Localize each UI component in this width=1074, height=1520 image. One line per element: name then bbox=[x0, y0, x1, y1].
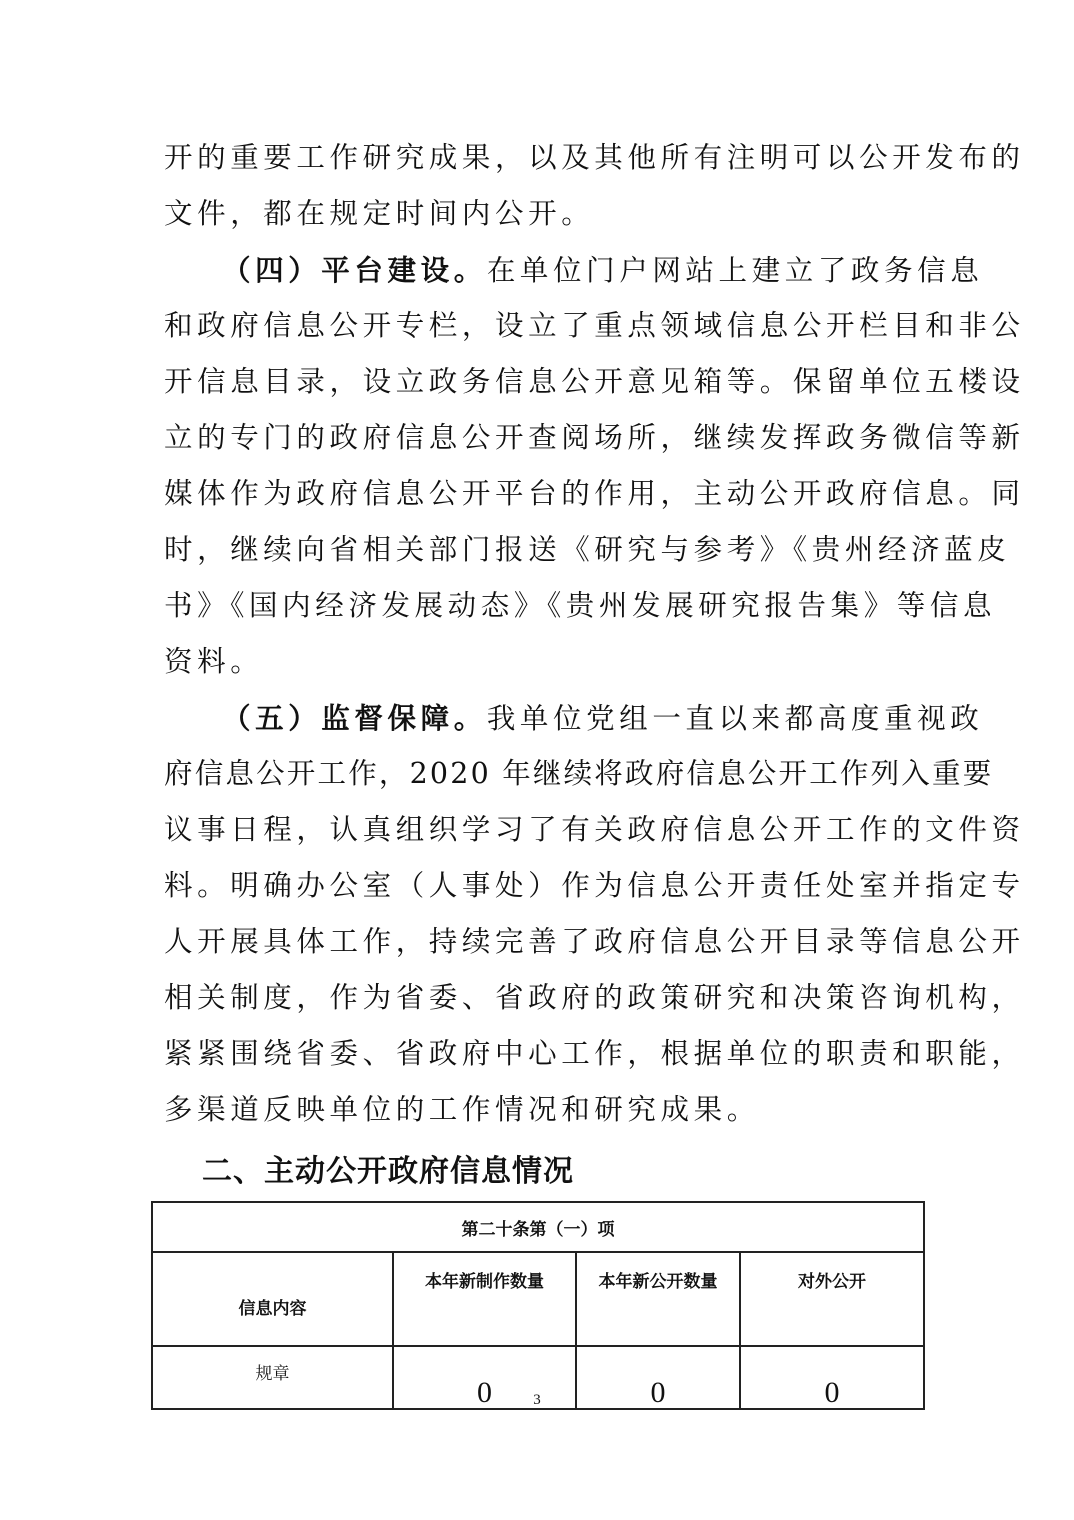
header-new-published: 本年新公开数量 bbox=[576, 1252, 740, 1346]
row-external-value: 0 bbox=[740, 1346, 924, 1409]
paragraph-line: 相关制度，作为省委、省政府的政策研究和决策咨询机构， bbox=[164, 981, 1025, 1014]
paragraph-line: 书》《国内经济发展动态》《贵州发展研究报告集》等信息 bbox=[164, 589, 997, 622]
table-header-row bbox=[152, 1252, 924, 1346]
paragraph-text: 在单位门户网站上建立了政务信息 bbox=[486, 254, 984, 287]
paragraph-first-line bbox=[222, 698, 984, 738]
paragraph-text: 我单位党组一直以来都高度重视政 bbox=[486, 702, 984, 735]
paragraph-line: 资料。 bbox=[164, 645, 264, 678]
paragraph-line: 多渠道反映单位的工作情况和研究成果。 bbox=[164, 1093, 760, 1126]
paragraph-first-line bbox=[222, 250, 984, 290]
header-new-made: 本年新制作数量 bbox=[393, 1252, 576, 1346]
row-made-value: 0 bbox=[393, 1346, 576, 1409]
paragraph-line: 人开展具体工作，持续完善了政府信息公开目录等信息公开 bbox=[164, 925, 1025, 958]
paragraph-line: 议事日程，认真组织学习了有关政府信息公开工作的文件资 bbox=[164, 813, 1025, 846]
section-heading: 二、主动公开政府信息情况 bbox=[202, 1154, 574, 1189]
info-table bbox=[151, 1201, 925, 1410]
paragraph-line: 开信息目录，设立政务信息公开意见箱等。保留单位五楼设 bbox=[164, 365, 1025, 398]
paragraph-line: 紧紧围绕省委、省政府中心工作，根据单位的职责和职能， bbox=[164, 1037, 1025, 1070]
paragraph-lead: （五）监督保障。 bbox=[222, 701, 487, 735]
header-external: 对外公开 bbox=[740, 1252, 924, 1346]
paragraph-line: 府信息公开工作，2020 年继续将政府信息公开工作列入重要 bbox=[164, 757, 994, 790]
row-published-value: 0 bbox=[576, 1346, 740, 1409]
paragraph-line: 和政府信息公开专栏，设立了重点领域信息公开栏目和非公 bbox=[164, 309, 1025, 342]
paragraph-line: 立的专门的政府信息公开查阅场所，继续发挥政务微信等新 bbox=[164, 421, 1025, 454]
paragraph-line: 时，继续向省相关部门报送《研究与参考》《贵州经济蓝皮 bbox=[164, 533, 1011, 566]
row-name: 规章 bbox=[152, 1346, 393, 1409]
paragraph-lead: （四）平台建设。 bbox=[222, 253, 487, 287]
paragraph-line: 开的重要工作研究成果，以及其他所有注明可以公开发布的 bbox=[164, 141, 1025, 174]
header-info-content: 信息内容 bbox=[152, 1252, 393, 1346]
paragraph-line: 文件，都在规定时间内公开。 bbox=[164, 197, 595, 230]
paragraph-line: 料。明确办公室（人事处）作为信息公开责任处室并指定专 bbox=[164, 869, 1025, 902]
table-title: 第二十条第（一）项 bbox=[152, 1202, 924, 1252]
page-number: 3 bbox=[533, 1392, 541, 1408]
paragraph-line: 媒体作为政府信息公开平台的作用，主动公开政府信息。同 bbox=[164, 477, 1025, 510]
